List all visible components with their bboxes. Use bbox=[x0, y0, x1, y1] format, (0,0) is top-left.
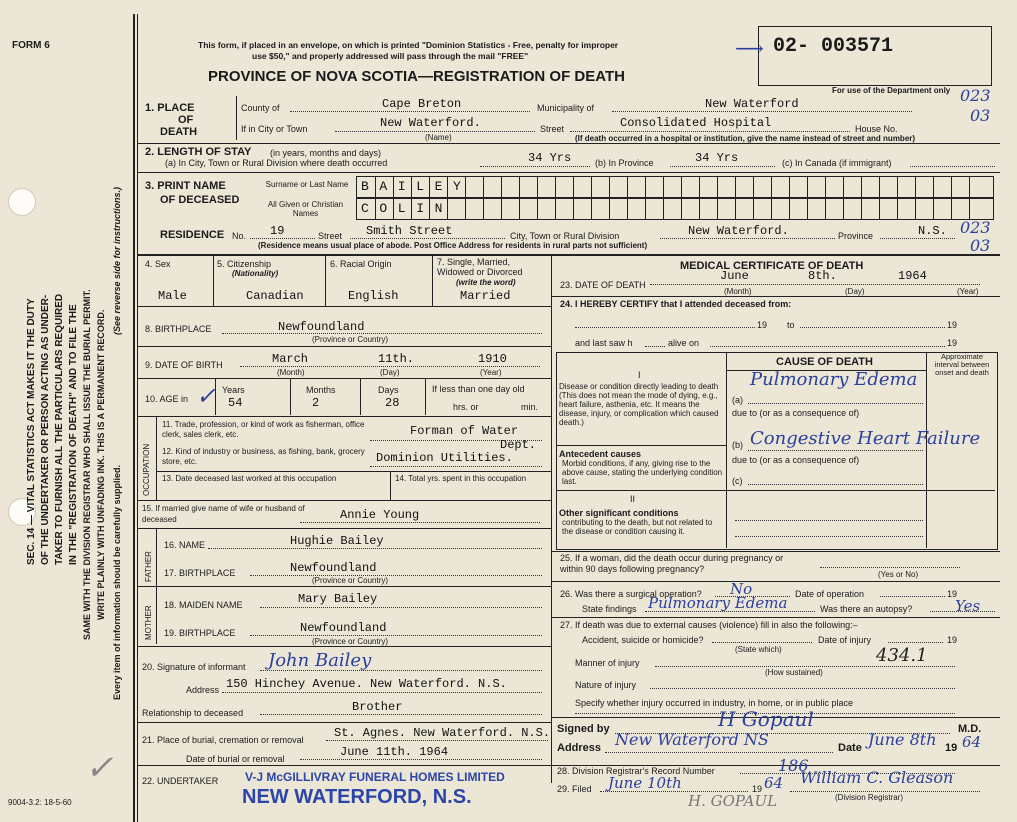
check-mark: ✓ bbox=[196, 382, 217, 410]
physician-address: New Waterford NS bbox=[615, 730, 769, 749]
residence-no: 19 bbox=[270, 224, 285, 238]
informant-label: 20. Signature of informant bbox=[142, 662, 246, 672]
form-number: FORM 6 bbox=[12, 40, 50, 51]
mail-notice-1: This form, if placed in an envelope, on which is printed "Dominion Statistics - Free, penalty for improper bbox=[198, 40, 619, 50]
nineteen: 19 bbox=[752, 784, 763, 794]
cause-heading: CAUSE OF DEATH bbox=[776, 356, 873, 368]
cause-b-marker: (b) bbox=[732, 440, 743, 450]
findings-label: State findings bbox=[582, 604, 637, 614]
day-caption: (Day) bbox=[380, 368, 400, 377]
operation-question: 26. Was there a surgical operation? bbox=[560, 589, 702, 599]
manner-label: Manner of injury bbox=[575, 658, 640, 668]
autopsy-answer: Yes bbox=[955, 597, 981, 615]
mother-name-label: 18. MAIDEN NAME bbox=[164, 600, 243, 610]
classification-code: 434.1 bbox=[876, 645, 928, 666]
father-name-label: 16. NAME bbox=[164, 540, 206, 550]
stay-a-label: (a) In City, Town or Rural Division where death occurred bbox=[165, 158, 388, 168]
mother-name: Mary Bailey bbox=[298, 592, 378, 606]
father-birthplace-label: 17. BIRTHPLACE bbox=[164, 568, 236, 578]
occ12-value-b: Dominion Utilities. bbox=[376, 451, 513, 465]
nineteen: 19 bbox=[947, 635, 958, 645]
burial-place: St. Agnes. New Waterford. N.S. bbox=[334, 726, 551, 740]
due-to-label: due to (or as a consequence of) bbox=[732, 455, 860, 465]
signed-date-year: 64 bbox=[962, 733, 982, 751]
arrow-mark: ⟶ bbox=[735, 36, 764, 60]
other-conditions-sub: contributing to the death, but not related to the disease or condition causing it. bbox=[562, 518, 713, 536]
injury-date-label: Date of injury bbox=[818, 635, 872, 645]
dept-code: 03 bbox=[970, 236, 991, 255]
form-code: 9004-3.2: 18-5-60 bbox=[8, 798, 72, 807]
marital-sub: (write the word) bbox=[456, 278, 516, 287]
birthplace-label: 8. BIRTHPLACE bbox=[145, 324, 212, 334]
cause-b-value: Congestive Heart Failure bbox=[750, 428, 981, 449]
operation-date-label: Date of operation bbox=[795, 589, 865, 599]
burial-date-label: Date of burial or removal bbox=[186, 754, 285, 764]
antecedent-label: Antecedent causes bbox=[559, 449, 642, 459]
undertaker-stamp-line1: V-J McGILLIVRAY FUNERAL HOMES LIMITED bbox=[245, 770, 505, 784]
residence-street-label: Street bbox=[318, 231, 343, 241]
father-section: FATHER bbox=[144, 551, 153, 582]
citizenship-value: Canadian bbox=[246, 289, 304, 303]
father-name: Hughie Bailey bbox=[290, 534, 384, 548]
bottom-name-note: H. GOPAUL bbox=[688, 792, 778, 810]
citizenship-label: 5. Citizenship bbox=[217, 259, 272, 269]
nineteen: 19 bbox=[757, 320, 768, 330]
spouse-label: 15. If married give name of wife or husband of deceased bbox=[142, 504, 305, 524]
undertaker-stamp-line2: NEW WATERFORD, N.S. bbox=[242, 786, 472, 808]
filed-label: 29. Filed bbox=[557, 784, 592, 794]
roman-one: I bbox=[638, 370, 641, 380]
mother-section: MOTHER bbox=[144, 605, 153, 640]
dept-use-label: For use of the Department only bbox=[832, 86, 951, 95]
alive-on-label: alive on bbox=[668, 338, 700, 348]
house-label: House No. bbox=[855, 124, 898, 134]
city-label: If in City or Town bbox=[241, 124, 308, 134]
year-caption: (Year) bbox=[480, 368, 502, 377]
informant-address: 150 Hinchey Avenue. New Waterford. N.S. bbox=[226, 677, 507, 691]
hrs-label: hrs. or bbox=[453, 402, 479, 412]
surname-boxes bbox=[356, 176, 994, 198]
burial-date: June 11th. 1964 bbox=[340, 745, 449, 759]
dept-code: 03 bbox=[970, 106, 991, 125]
nineteen: 19 bbox=[947, 589, 958, 599]
side-note-6: WRITE PLAINLY WITH UNFADING INK. THIS IS A PERMANENT RECORD. bbox=[96, 309, 106, 620]
findings-value: Pulmonary Edema bbox=[648, 594, 788, 612]
death-date-label: 23. DATE OF DEATH bbox=[560, 280, 646, 290]
age-days: 28 bbox=[385, 396, 400, 410]
county-value: Cape Breton bbox=[382, 97, 462, 111]
stay-b-label: (b) In Province bbox=[595, 158, 654, 168]
age-months: 2 bbox=[312, 396, 320, 410]
residence-province: N.S. bbox=[918, 224, 947, 238]
certify-label: 24. I HEREBY CERTIFY that I attended deceased from: bbox=[560, 299, 792, 309]
physician-signature: H Gopaul bbox=[718, 707, 814, 731]
mother-birthplace-label: 19. BIRTHPLACE bbox=[164, 628, 236, 638]
month-caption: (Month) bbox=[724, 287, 752, 296]
cause-a-value: Pulmonary Edema bbox=[750, 369, 918, 390]
prov-country-caption: (Province or Country) bbox=[312, 637, 389, 646]
side-note-5: SAME WITH THE DIVISION REGISTRAR WHO SHALL ISSUE THE BURIAL PERMIT. bbox=[82, 289, 92, 640]
dob-day: 11th. bbox=[378, 352, 415, 366]
prov-country-caption: (Province or Country) bbox=[312, 335, 389, 344]
undertaker-label: 22. UNDERTAKER bbox=[142, 776, 219, 786]
burial-label: 21. Place of burial, cremation or removal bbox=[142, 735, 304, 745]
min-label: min. bbox=[521, 402, 539, 412]
occ11-label: 11. Trade, profession, or kind of work as fisherman, office clerk, sales clerk, etc. bbox=[162, 420, 365, 439]
filed-date: June 10th bbox=[608, 774, 682, 792]
side-note-1: SEC. 14 — VITAL STATISTICS ACT MAKES IT THE DUTY bbox=[26, 298, 37, 565]
name-caption: (Name) bbox=[425, 133, 452, 142]
nineteen: 19 bbox=[947, 338, 958, 348]
stay-a-value: 34 Yrs bbox=[528, 151, 572, 165]
yes-no-caption: (Yes or No) bbox=[878, 570, 919, 579]
cause-c-marker: (c) bbox=[732, 476, 743, 486]
side-note-2: OF THE UNDERTAKER OR PERSON ACTING AS UNDER- bbox=[40, 294, 51, 565]
signed-by-label: Signed by bbox=[557, 723, 610, 735]
municipality-label: Municipality of bbox=[537, 103, 595, 113]
given-label: All Given or Christian Names bbox=[267, 200, 344, 218]
days-label: Days bbox=[378, 385, 399, 395]
street-value: Consolidated Hospital bbox=[620, 116, 772, 130]
informant-signature: John Bailey bbox=[268, 650, 372, 671]
residence-note: (Residence means usual place of abode. Post Office Address for residents in rural parts not sufficient) bbox=[258, 241, 648, 250]
dob-month: March bbox=[272, 352, 309, 366]
date-label: Date bbox=[838, 742, 862, 754]
registrar-signature: William C. Gleason bbox=[800, 768, 954, 787]
year-caption: (Year) bbox=[957, 287, 979, 296]
day-caption: (Day) bbox=[845, 287, 865, 296]
residence-label: RESIDENCE bbox=[160, 229, 225, 241]
to-label: to bbox=[787, 320, 795, 330]
medical-heading: MEDICAL CERTIFICATE OF DEATH bbox=[680, 260, 864, 272]
spouse-value: Annie Young bbox=[340, 508, 420, 522]
other-conditions-label: Other significant conditions bbox=[559, 508, 679, 518]
side-note-3: TAKER TO FURNISH ALL THE PARTICULARS REQUIRED bbox=[54, 293, 65, 565]
occ11-value: Forman of Water bbox=[410, 424, 519, 438]
last-saw-label: and last saw h bbox=[575, 338, 633, 348]
citizenship-sub: (Nationality) bbox=[232, 269, 279, 278]
residence-city: New Waterford. bbox=[688, 224, 789, 238]
occupation-section: OCCUPATION bbox=[142, 443, 151, 496]
surname-label: Surname or Last Name bbox=[265, 180, 349, 189]
check-mark: ✓ bbox=[85, 748, 114, 788]
origin-value: English bbox=[348, 289, 399, 303]
city-value: New Waterford. bbox=[380, 116, 481, 130]
death-month: June bbox=[720, 269, 749, 283]
less-one-day: If less than one day old bbox=[432, 384, 525, 394]
dept-code: 023 bbox=[960, 86, 991, 105]
interval-label: Approximate interval between onset and death bbox=[934, 352, 990, 377]
relationship-label: Relationship to deceased bbox=[142, 708, 244, 718]
sex-value: Male bbox=[158, 289, 187, 303]
marital-label: 7. Single, Married, Widowed or Divorced bbox=[437, 257, 523, 277]
physician-address-label: Address bbox=[557, 742, 602, 754]
informant-address-label: Address bbox=[186, 685, 220, 695]
side-note-8: (See reverse side for instructions.) bbox=[112, 186, 122, 335]
months-label: Months bbox=[306, 385, 336, 395]
registration-number: 02- 003571 bbox=[773, 35, 894, 58]
specify-label: Specify whether injury occurred in industry, in home, or in public place bbox=[575, 698, 853, 708]
signed-date: June 8th bbox=[868, 730, 937, 749]
name-label: 3. PRINT NAME bbox=[145, 180, 226, 192]
age-label: 10. AGE in bbox=[145, 394, 189, 404]
place-label: 1. PLACE bbox=[145, 102, 195, 114]
registrar-caption: (Division Registrar) bbox=[835, 793, 904, 802]
roman-two: II bbox=[630, 494, 636, 504]
record-number: 186 bbox=[778, 756, 809, 775]
occ13-label: 13. Date deceased last worked at this occupation bbox=[162, 474, 337, 483]
how-sustained-caption: (How sustained) bbox=[765, 668, 823, 677]
dept-code: 023 bbox=[960, 218, 991, 237]
stay-b-value: 34 Yrs bbox=[695, 151, 739, 165]
residence-no-label: No. bbox=[232, 231, 247, 241]
place-label: DEATH bbox=[160, 126, 198, 138]
death-day: 8th. bbox=[808, 269, 837, 283]
nineteen: 19 bbox=[947, 320, 958, 330]
origin-label: 6. Racial Origin bbox=[330, 259, 392, 269]
registration-number-box bbox=[758, 26, 992, 86]
dob-label: 9. DATE OF BIRTH bbox=[145, 360, 223, 370]
disease-label: Disease or condition directly leading to death (This does not mean the mode of dying, e.g., heart failure, asthenia, etc. It means the disease, injury, or complication which caused death.) bbox=[559, 382, 719, 427]
due-to-label: due to (or as a consequence of) bbox=[732, 408, 860, 418]
place-label: OF bbox=[178, 114, 194, 126]
nineteen: 19 bbox=[945, 742, 958, 754]
occ12-value-a: Dept. bbox=[500, 438, 537, 452]
given-name-boxes bbox=[356, 198, 994, 220]
death-year: 1964 bbox=[898, 269, 927, 283]
punch-hole bbox=[8, 188, 36, 216]
side-note-7: Every item of information should be carefully supplied. bbox=[112, 464, 122, 700]
cause-a-marker: (a) bbox=[732, 395, 743, 405]
surname-value: B A I L E Y bbox=[361, 179, 462, 194]
autopsy-question: Was there an autopsy? bbox=[820, 604, 913, 614]
form-title: PROVINCE OF NOVA SCOTIA—REGISTRATION OF DEATH bbox=[208, 68, 625, 85]
relationship-value: Brother bbox=[352, 700, 403, 714]
mother-birthplace: Newfoundland bbox=[300, 621, 387, 635]
birthplace-value: Newfoundland bbox=[278, 320, 365, 334]
stay-units: (in years, months and days) bbox=[270, 148, 382, 158]
prov-country-caption: (Province or Country) bbox=[312, 576, 389, 585]
name-label: OF DECEASED bbox=[160, 194, 240, 206]
sex-label: 4. Sex bbox=[145, 259, 171, 269]
age-years: 54 bbox=[228, 396, 243, 410]
pregnancy-question: 25. If a woman, did the death occur during pregnancy or within 90 days following pregnancy? bbox=[560, 553, 784, 574]
record-number-label: 28. Division Registrar's Record Number bbox=[557, 766, 715, 776]
accident-label: Accident, suicide or homicide? bbox=[582, 635, 704, 645]
month-caption: (Month) bbox=[277, 368, 305, 377]
street-label: Street bbox=[540, 124, 565, 134]
nature-label: Nature of injury bbox=[575, 680, 637, 690]
given-name-value: C O L I N bbox=[361, 201, 443, 216]
state-which-caption: (State which) bbox=[735, 645, 782, 654]
residence-street: Smith Street bbox=[366, 224, 453, 238]
stay-label: 2. LENGTH OF STAY bbox=[145, 146, 252, 158]
stay-c-label: (c) In Canada (if immigrant) bbox=[782, 158, 892, 168]
residence-city-label: City, Town or Rural Division bbox=[510, 231, 620, 241]
external-causes: 27. If death was due to external causes (violence) fill in also the following:– bbox=[560, 620, 858, 630]
dob-year: 1910 bbox=[478, 352, 507, 366]
mail-notice-2: use $50," and properly addressed will pass through the mail "FREE" bbox=[252, 51, 529, 61]
marital-value: Married bbox=[460, 289, 511, 303]
residence-province-label: Province bbox=[838, 231, 874, 241]
occ12-label: 12. Kind of industry or business, as fishing, bank, grocery store, etc. bbox=[162, 447, 365, 466]
county-label: County of bbox=[241, 103, 280, 113]
md-label: M.D. bbox=[958, 723, 982, 735]
municipality-value: New Waterford bbox=[705, 97, 799, 111]
antecedent-sub: Morbid conditions, if any, giving rise to the above cause, stating the underlying condition last. bbox=[562, 459, 723, 486]
filed-year: 64 bbox=[764, 774, 784, 792]
occ14-label: 14. Total yrs. spent in this occupation bbox=[395, 474, 527, 483]
father-birthplace: Newfoundland bbox=[290, 561, 377, 575]
years-label: Years bbox=[222, 385, 245, 395]
side-note-4: IN THE "REGISTRATION OF DEATH" AND TO FILE THE bbox=[68, 304, 79, 565]
operation-answer: No bbox=[730, 580, 753, 598]
place-note: (If death occurred in a hospital or institution, give the name instead of street and number) bbox=[575, 134, 916, 143]
